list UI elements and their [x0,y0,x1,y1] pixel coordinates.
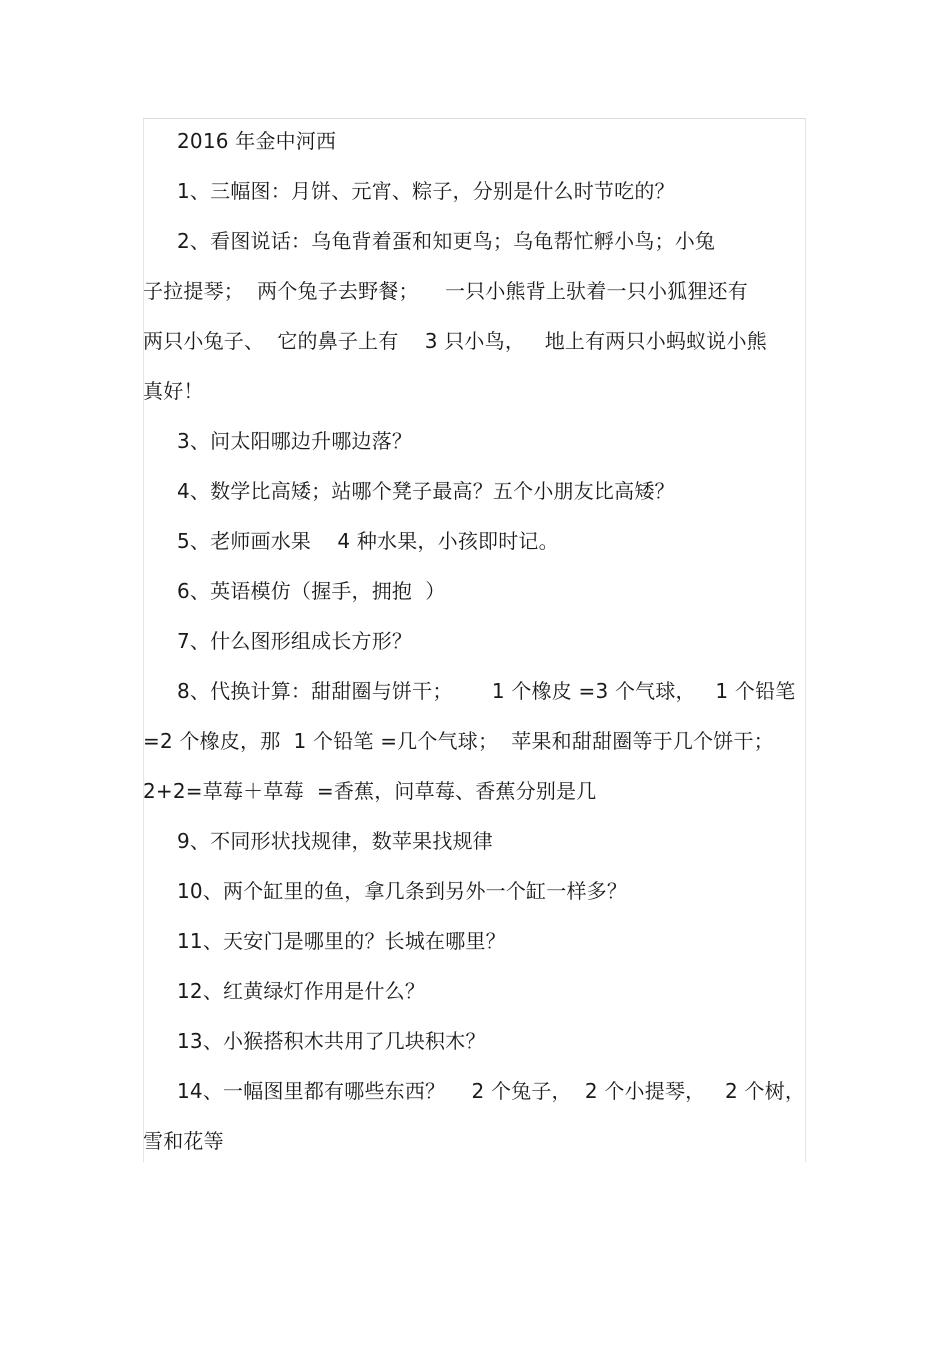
text-line: 8、代换计算：甜甜圈与饼干； 1 个橡皮 =3 个气球， 1 个铅笔 [177,679,796,703]
text-line: 真好！ [143,379,204,403]
text-line: 雪和花等 [143,1129,224,1153]
text-line: 4、数学比高矮；站哪个凳子最高？五个小朋友比高矮？ [177,479,675,503]
text-line: 7、什么图形组成长方形？ [177,629,413,653]
text-line: 10、两个缸里的鱼，拿几条到另外一个缸一样多？ [177,879,628,903]
document-body [143,118,806,1166]
text-line: 3、问太阳哪边升哪边落？ [177,429,413,453]
text-line: 14、一幅图里都有哪些东西？ 2 个兔子， 2 个小提琴， 2 个树， [177,1079,806,1103]
text-line: 9、不同形状找规律，数苹果找规律 [177,829,493,853]
text-line: 2、看图说话：乌龟背着蛋和知更鸟；乌龟帮忙孵小鸟；小兔 [177,229,716,253]
text-line: 12、红黄绿灯作用是什么？ [177,979,426,1003]
text-line: 13、小猴搭积木共用了几块积木？ [177,1029,486,1053]
text-line: 5、老师画水果 4 种水果，小孩即时记。 [177,529,559,553]
text-line: 两只小兔子、 它的鼻子上有 3 只小鸟， 地上有两只小蚂蚁说小熊 [143,329,767,353]
text-line: 11、天安门是哪里的？长城在哪里？ [177,929,506,953]
text-line: 子拉提琴； 两个兔子去野餐； 一只小熊背上驮着一只小狐狸还有 [143,279,748,303]
text-line: 1、三幅图：月饼、元宵、粽子，分别是什么时节吃的？ [177,179,675,203]
document-title: 2016 年金中河西 [177,129,337,153]
text-line: 2+2=草莓＋草莓 =香蕉，问草莓、香蕉分别是几 [143,779,597,803]
text-line: =2 个橡皮，那 1 个铅笔 =几个气球； 苹果和甜甜圈等于几个饼干； [143,729,774,753]
text-line: 6、英语模仿（握手，拥抱 ） [177,579,446,603]
